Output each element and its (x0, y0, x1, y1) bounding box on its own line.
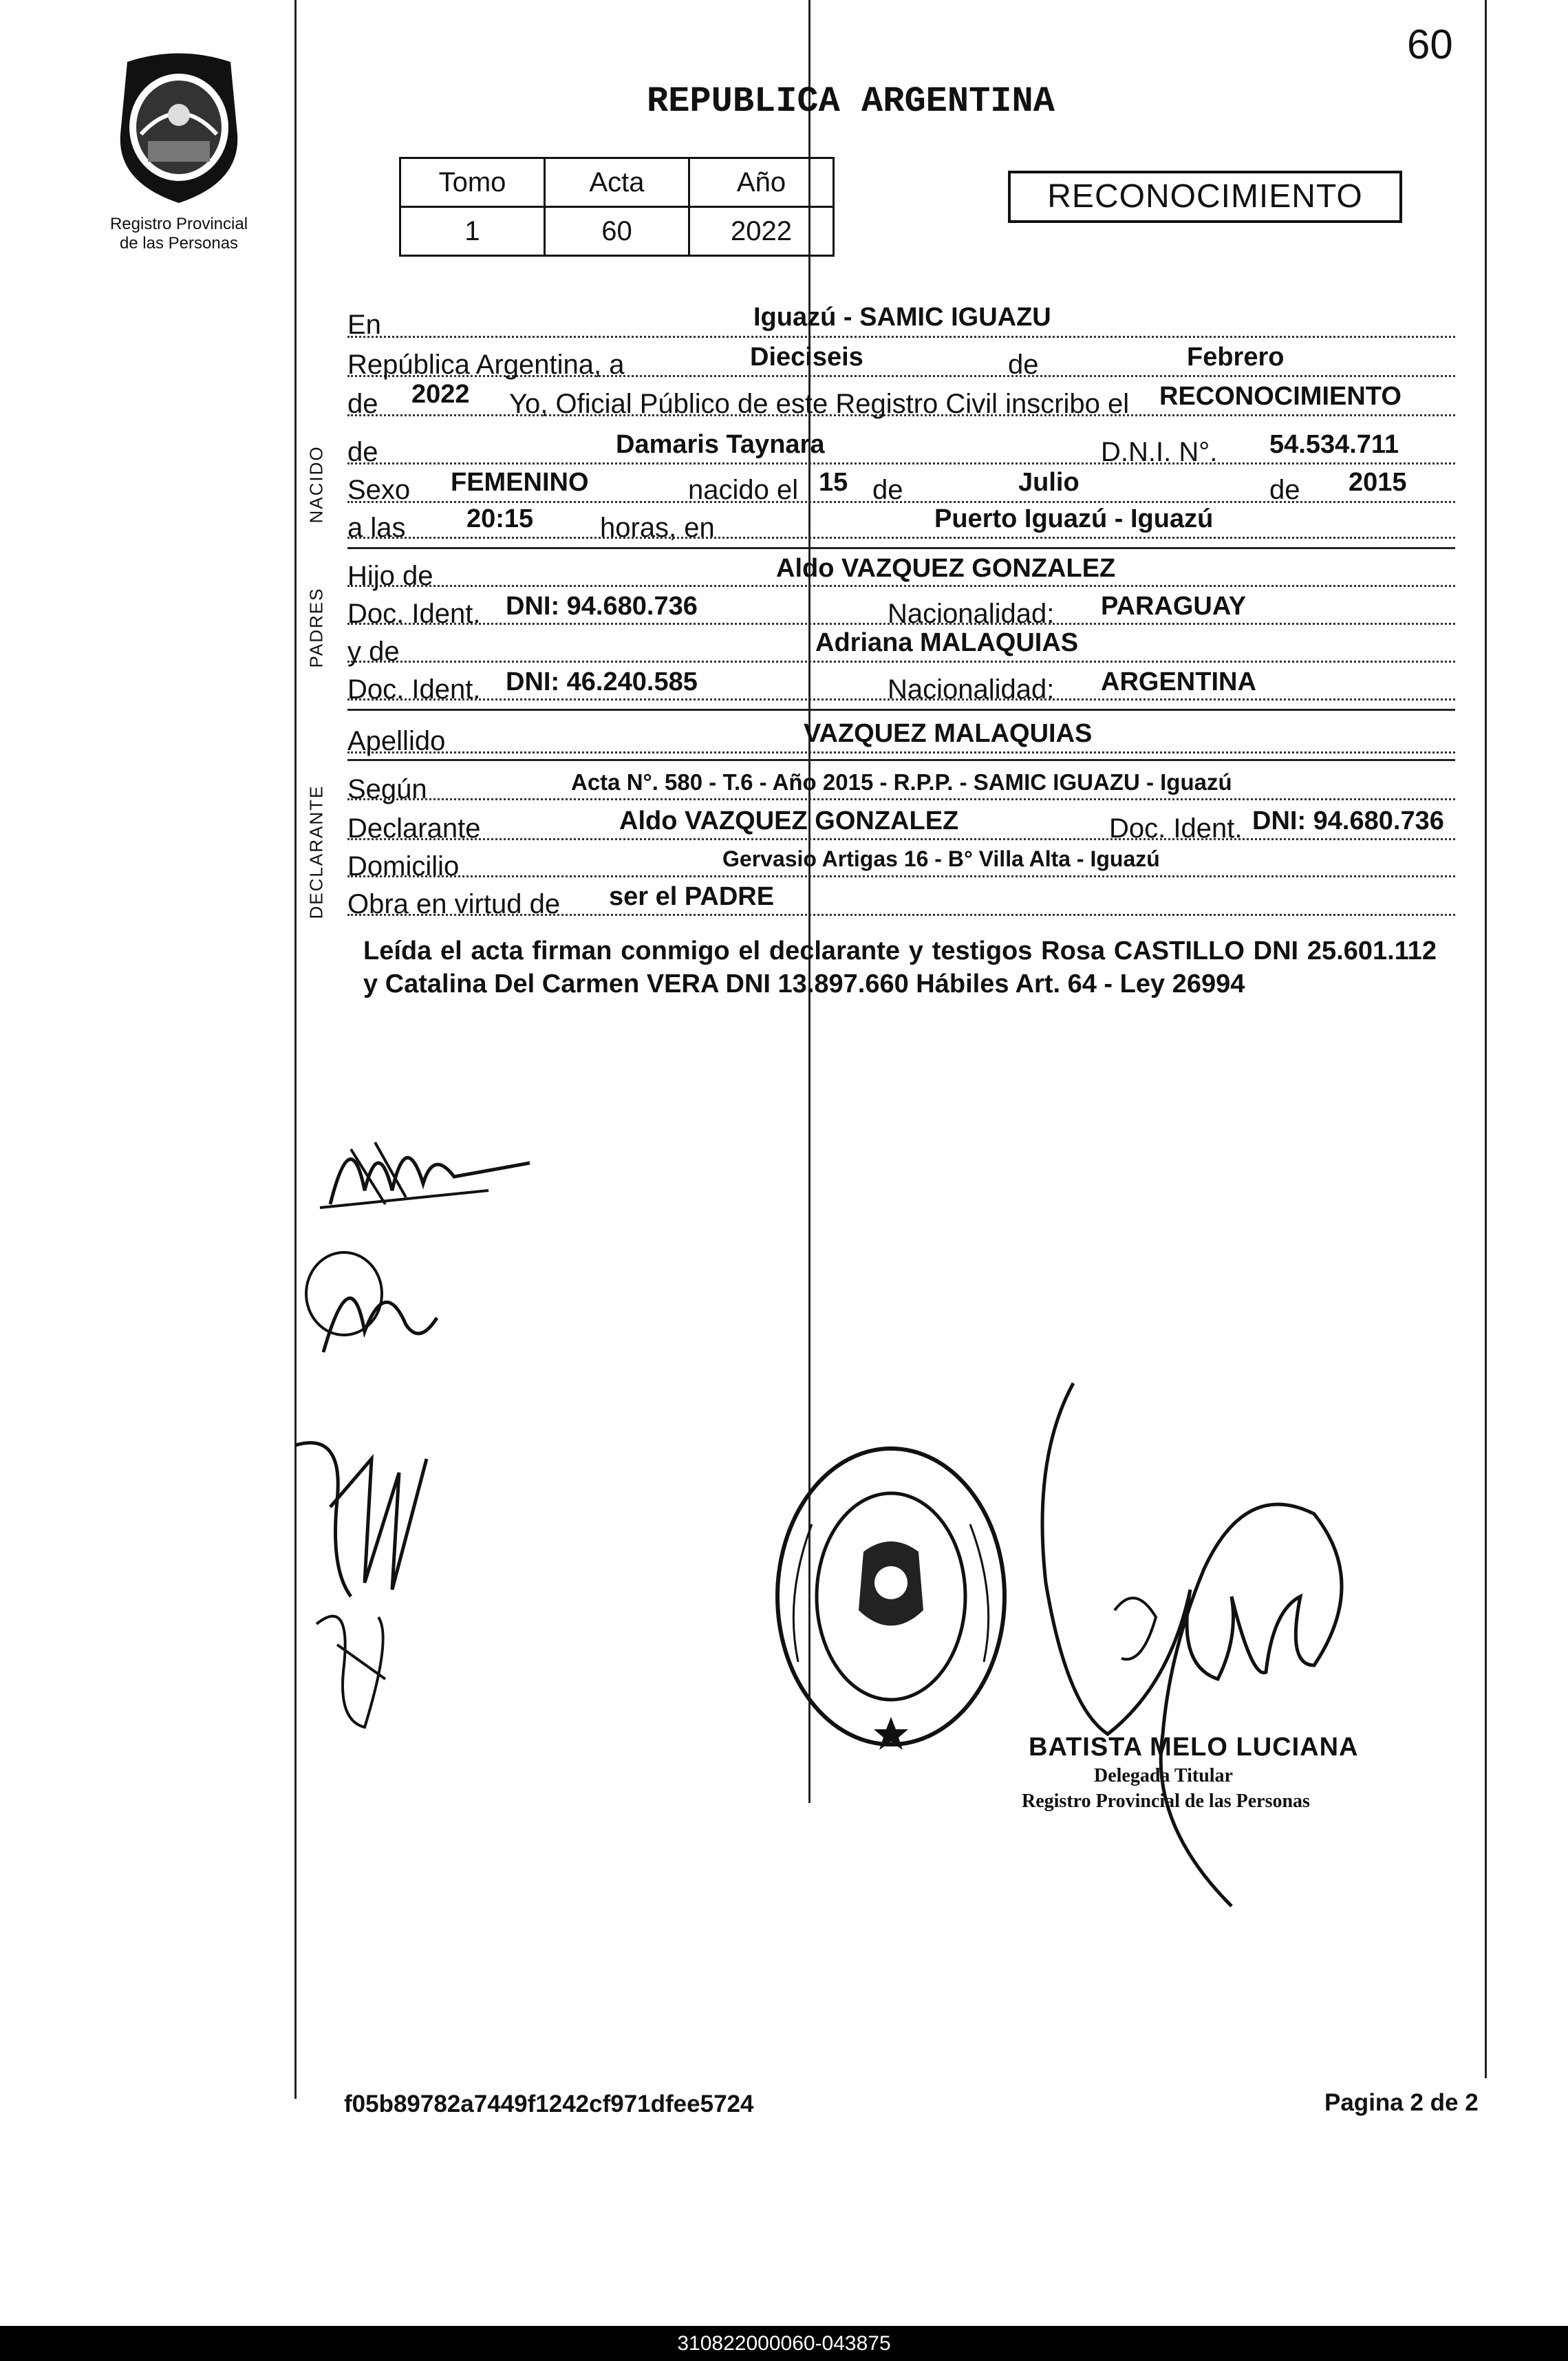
nombre-value: Damaris Taynara (616, 430, 825, 459)
madre-value: Adriana MALAQUIAS (815, 628, 1079, 657)
row-line (347, 585, 1455, 587)
apellido-label: Apellido (347, 726, 446, 756)
side-label-padres: PADRES (305, 587, 327, 668)
lugar-value: Puerto Iguazú - Iguazú (934, 504, 1214, 533)
republica-label: República Argentina, a (347, 350, 625, 380)
hijo-label: Hijo de (347, 561, 433, 591)
oficial-text: Yo, Oficial Público de este Registro Civil inscribo el (509, 389, 1130, 419)
signature-witness-2 (303, 1242, 440, 1359)
act-type-box: RECONOCIMIENTO (1008, 171, 1402, 223)
segun-label: Según (347, 774, 427, 804)
page-number: 60 (1407, 21, 1453, 67)
domicilio-label: Domicilio (347, 851, 460, 882)
official-signature (943, 1376, 1383, 1913)
en-value: Iguazú - SAMIC IGUAZU (753, 303, 1051, 332)
nac-de-label: de (872, 475, 903, 505)
row-line (347, 838, 1455, 840)
section-divider (347, 759, 1455, 761)
row-line (347, 537, 1455, 539)
en-label: En (347, 310, 381, 340)
doc2-label: Doc. Ident. (347, 674, 481, 705)
nac-anio-value: 2015 (1349, 468, 1407, 497)
nac-mes-value: Julio (1018, 468, 1080, 497)
nac1-value: PARAGUAY (1101, 592, 1247, 621)
page-title: REPUBLICA ARGENTINA (647, 81, 1055, 122)
anio-header: Año (689, 158, 834, 207)
document-id-strip (0, 2326, 1568, 2361)
de3-label: de (347, 437, 378, 467)
horas-label: horas, en (600, 513, 715, 543)
right-margin-line (1485, 0, 1487, 2078)
row-line (347, 462, 1455, 464)
dia-value: Dieciseis (750, 343, 863, 372)
apellido-value: VAZQUEZ MALAQUIAS (804, 719, 1093, 748)
doc1-label: Doc. Ident. (347, 599, 481, 629)
mes-value: Febrero (1187, 343, 1285, 372)
declarante-label: Declarante (347, 813, 481, 844)
obra-value: ser el PADRE (609, 882, 775, 911)
logo-caption-line2: de las Personas (119, 234, 239, 253)
official-role: Delegada Titular (1094, 1765, 1233, 1786)
doc1-value: DNI: 94.680.736 (506, 592, 698, 621)
de2-label: de (347, 389, 378, 419)
tomo-header: Tomo (400, 158, 545, 207)
row-line (347, 336, 1455, 338)
nac2-label: Nacionalidad: (888, 674, 1055, 705)
nac2-value: ARGENTINA (1101, 667, 1256, 696)
segun-value: Acta N°. 580 - T.6 - Año 2015 - R.P.P. - SAMIC IGUAZU - Iguazú (571, 769, 1232, 795)
official-name: BATISTA MELO LUCIANA (1029, 1733, 1359, 1762)
side-label-declarante: DECLARANTE (305, 784, 327, 919)
hora-value: 20:15 (466, 504, 534, 533)
official-office: Registro Provincial de las Personas (1022, 1791, 1310, 1812)
register-table (399, 157, 835, 257)
sexo-label: Sexo (347, 475, 411, 505)
document-hash: f05b89782a7449f1242cf971dfee5724 (344, 2091, 754, 2117)
side-label-nacido: NACIDO (305, 445, 327, 524)
doc3-value: DNI: 94.680.736 (1252, 806, 1444, 835)
row-line (347, 798, 1455, 800)
row-line (347, 751, 1455, 754)
left-margin-line (294, 0, 297, 2099)
logo-caption (72, 215, 286, 253)
doc3-label: Doc. Ident. (1109, 813, 1243, 844)
signature-witness-3 (289, 1418, 447, 1741)
row-line (347, 875, 1455, 877)
dni-value: 54.534.711 (1269, 430, 1399, 459)
section-divider (347, 709, 1455, 711)
nac-de2-label: de (1269, 475, 1300, 505)
sexo-value: FEMENINO (451, 468, 589, 497)
tomo-value: 1 (400, 207, 545, 256)
domicilio-value: Gervasio Artigas 16 - B° Villa Alta - Iguazú (722, 846, 1160, 871)
declarante-value: Aldo VAZQUEZ GONZALEZ (619, 806, 959, 835)
yde-label: y de (347, 637, 400, 667)
registry-logo (100, 52, 258, 206)
alas-label: a las (347, 513, 406, 543)
acta-header: Acta (545, 158, 689, 207)
nac-dia-value: 15 (819, 468, 848, 497)
pagination: Pagina 2 de 2 (1324, 2089, 1479, 2116)
acta-value: 60 (545, 207, 689, 256)
document-id: 310822000060-043875 (677, 2332, 891, 2355)
anio-value: 2022 (689, 207, 834, 256)
dni-label: D.N.I. N°. (1101, 437, 1218, 467)
padre-value: Aldo VAZQUEZ GONZALEZ (776, 554, 1116, 583)
nac1-label: Nacionalidad: (888, 599, 1055, 629)
de-label: de (1008, 350, 1039, 380)
section-divider (347, 547, 1455, 549)
closing-paragraph: Leída el acta firman conmigo el declarante y testigos Rosa CASTILLO DNI 25.601.112 y Catalina Del Carmen VERA DNI 13.897.660 Hábiles Art. 64 - Ley 26994 (363, 937, 1437, 998)
inscribe-value: RECONOCIMIENTO (1159, 382, 1401, 411)
obra-label: Obra en virtud de (347, 889, 561, 919)
doc2-value: DNI: 46.240.585 (506, 667, 698, 696)
anio-value: 2022 (411, 380, 470, 409)
logo-caption-line1: Registro Provincial (109, 215, 248, 233)
row-line (347, 661, 1455, 663)
signature-witness-1 (310, 1108, 537, 1218)
nacido-label: nacido el (688, 475, 799, 505)
